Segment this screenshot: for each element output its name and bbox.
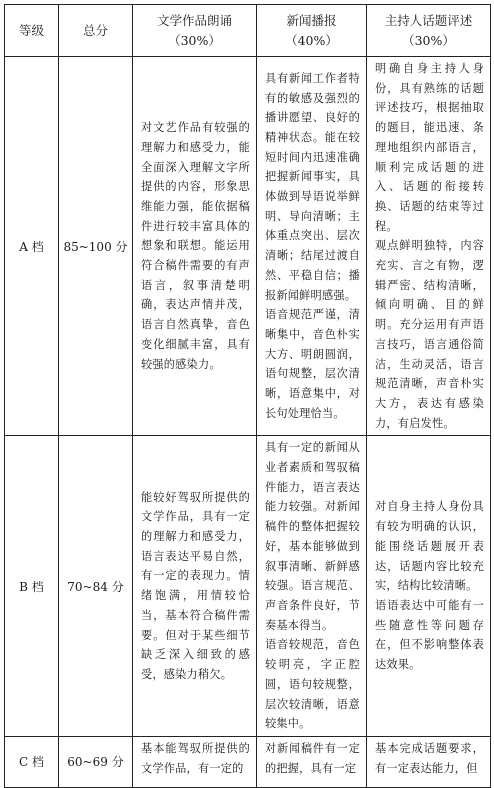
table-row <box>5 736 491 787</box>
header-literary-reading-weight: （30%） <box>168 32 221 48</box>
header-host-commentary-title: 主持人话题评述 <box>384 12 473 28</box>
table-row <box>5 436 491 737</box>
grade-cell: A 档 <box>5 57 59 436</box>
table-row <box>5 57 491 436</box>
grade-cell: C 档 <box>5 736 59 787</box>
news-criteria: 对新闻稿件有一定的把握，具有一定 <box>257 736 367 787</box>
news-criteria: 具有新闻工作者特有的敏感及强烈的播讲愿望、良好的精神状态。能在较短时间内迅速准确把握新闻事实，具体做到导语说举鲜明、导向清晰；主体重点突出、层次清晰；结尾过渡自然、平稳自信；播报新闻鲜明感强。 语音规范严谨，清晰集中，音色朴实大方、明朗圆润，语句规整，层次清晰，语意集中，对长句处理恰当。 <box>257 57 367 436</box>
grading-table <box>4 4 491 788</box>
header-total-score: 总分 <box>59 5 133 57</box>
news-criteria: 具有一定的新闻从业者素质和驾驭稿件能力，语言表达能力较强。对新闻稿件的整体把握较好，基本能够做到叙事清晰、新鲜感较强。语言规范、声音条件良好，节奏基本得当。 语音较规范，音色较明亮，字正腔圆，语句较规整，层次较清晰，语意较集中。 <box>257 436 367 737</box>
header-literary-reading <box>133 5 257 57</box>
reading-criteria: 对文艺作品有较强的理解力和感受力，能全面深入理解文字所提供的内容，形象思维能力强，能依据稿件进行较丰富具体的想象和联想。能运用符合稿件需要的有声语言，叙事清楚明确，表达声情并茂，语言自然真挚，音色变化细腻丰富，具有较强的感染力。 <box>133 57 257 436</box>
header-host-commentary <box>367 5 491 57</box>
header-news-broadcast-weight: （40%） <box>285 32 338 48</box>
host-criteria: 基本完成话题要求，有一定表达能力，但 <box>367 736 491 787</box>
host-criteria: 明确自身主持人身份，具有熟练的话题评述技巧，根据抽取的题目，能迅速、条理地组织内部语言，顺利完成话题的进入、话题的衔接转换、话题的结束等过程。 观点鲜明独特，内容充实、言之有物，逻辑严密、结构清晰，倾向明确、目的鲜明。充分运用有声语言技巧，语言通俗简洁，生动灵活，语言规范清晰，声音朴实大方，表达有感染力，有启发性。 <box>367 57 491 436</box>
header-row <box>5 5 491 57</box>
score-cell: 60~69 分 <box>59 736 133 787</box>
header-news-broadcast <box>257 5 367 57</box>
header-news-broadcast-title: 新闻播报 <box>286 12 337 28</box>
grade-cell: B 档 <box>5 436 59 737</box>
reading-criteria: 能较好驾驭所提供的文学作品，具有一定的理解力和感受力，语言表达平易自然，有一定的表现力。情绪饱满，用情较恰当，基本符合稿件需要。但对于某些细节缺乏深入细致的感受，感染力稍欠。 <box>133 436 257 737</box>
header-host-commentary-weight: （30%） <box>402 32 455 48</box>
header-grade: 等级 <box>5 5 59 57</box>
reading-criteria: 基本能驾驭所提供的文学作品，有一定的 <box>133 736 257 787</box>
score-cell: 70~84 分 <box>59 436 133 737</box>
header-literary-reading-title: 文学作品朗诵 <box>156 12 232 28</box>
host-criteria: 对自身主持人身份具有较为明确的认识，能围绕话题展开表达，话题内容比较充实，结构比较清晰。 语语表达中可能有一些随意性等问题存在，但不影响整体表达效果。 <box>367 436 491 737</box>
score-cell: 85~100 分 <box>59 57 133 436</box>
